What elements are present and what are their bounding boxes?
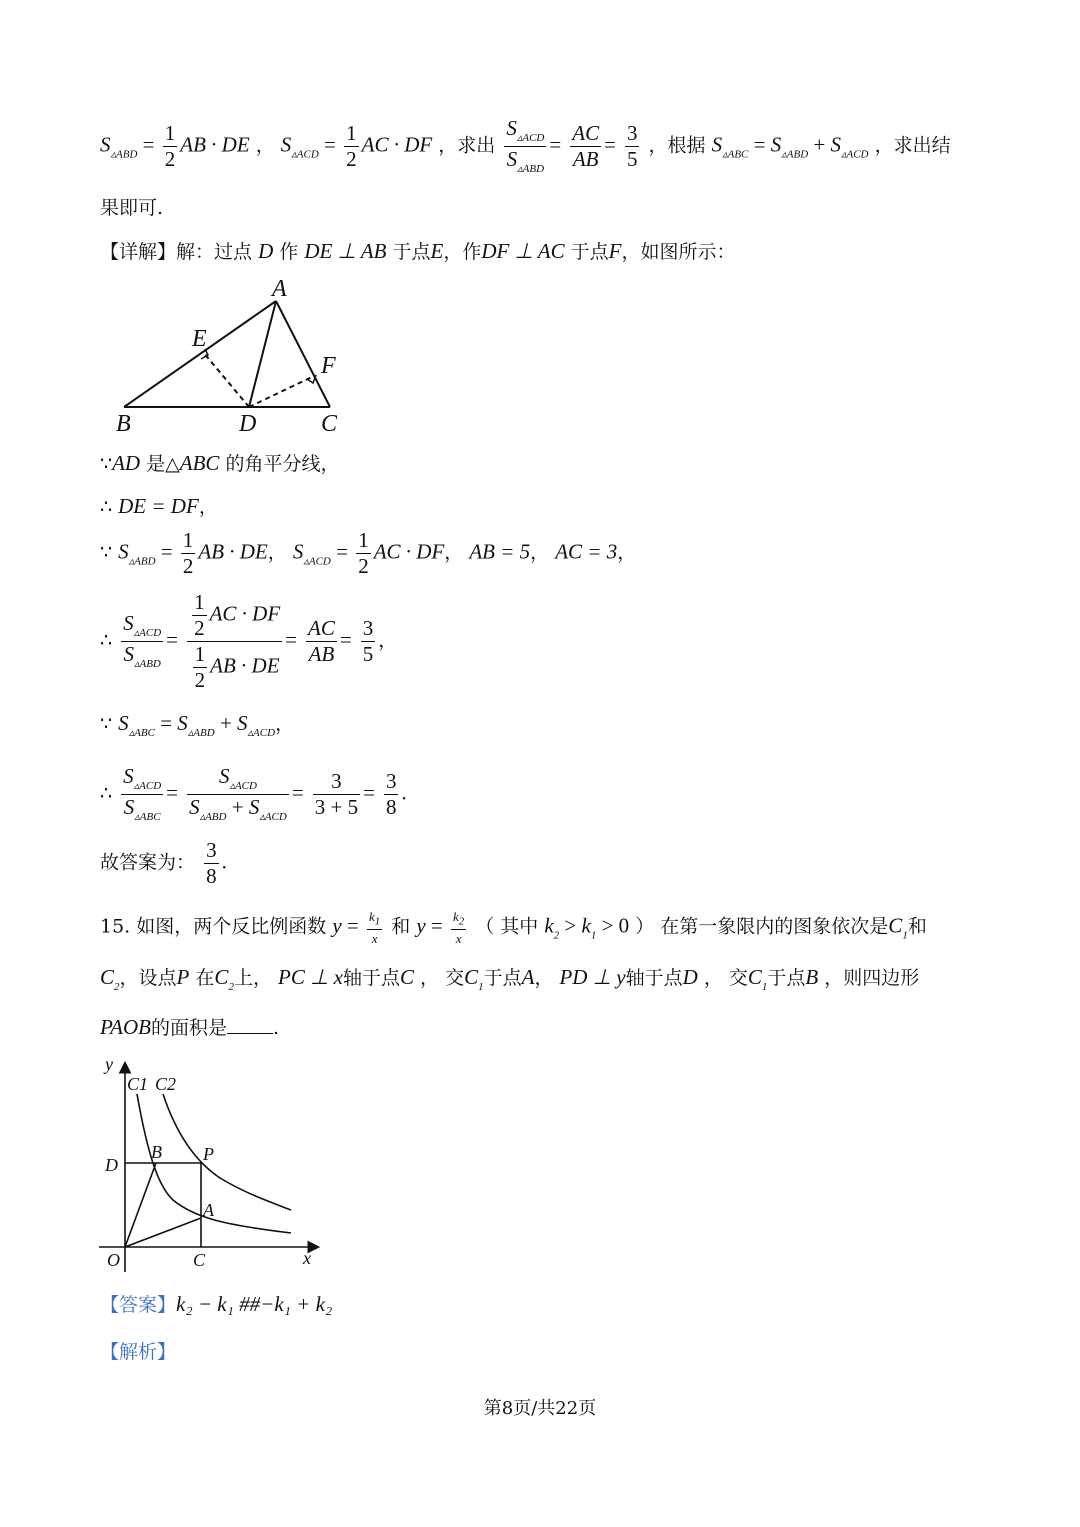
problem-15-line-1: 15. 如图，两个反比例函数 y = $\frac{k_1}{x}$ 和 y = $\frac{k_2}{x}$ （ 其中 $k_2 > k_1 > 0$ ） 在第一象限内的图象依次是$C_1$和 (100, 909, 927, 947)
step-answer: 故答案为： $\frac{3}{8}$ . (100, 838, 227, 888)
detail-heading: 【详解】解：过点 D 作 DE ⊥ AB 于点E，作DF ⊥ AC 于点F，如图所示： (100, 239, 736, 263)
label-f: F (321, 353, 336, 379)
step-5: ∵ $S_{▵ABC} = S_{▵ABD} + S_{▵ACD}$， (100, 711, 295, 739)
label-a: A (272, 276, 287, 302)
triangle-figure (110, 275, 350, 440)
label-b: B (151, 1142, 162, 1162)
label-c1: C1 (127, 1074, 149, 1094)
intro-formula-line: $S_{▵ABD}$ = $\frac{1}{2}$ AB · DE ， $S_{▵ACD}$ = $\frac{1}{2}$ AC · DF ，求出 $\frac{S_{▵ACD}}{S_{▵ABD}}$ = $\frac{AC}{AB}$ = $\frac{3}{5}$ ，根据 $S_{▵ABC} = S_{▵ABD} + S_{▵ACD}$ ，求出结 (100, 116, 951, 175)
analysis-tag: 【解析】 (100, 1341, 177, 1363)
segment-oa (125, 1218, 201, 1247)
label-x: x (303, 1248, 311, 1268)
label-b: B (116, 411, 131, 437)
label-y: y (105, 1054, 113, 1074)
label-d: D (239, 411, 257, 437)
answer-line (100, 1294, 332, 1315)
step-6: ∴ $\frac{S_{▵ACD}}{S_{▵ABC}}$ = $\frac{S_{▵ACD}}{S_{▵ABD} + S_{▵ACD}}$ = $\frac{3}{3 + 5}$ = $\frac{3}{8}$ . (100, 764, 407, 823)
problem-15-line-3: PAOB的面积是 . (100, 1015, 280, 1039)
label-c2: C2 (155, 1074, 177, 1094)
answer-value: k₂ − k₁ ##−k₁ + k₂ (176, 1292, 333, 1316)
label-c: C (193, 1250, 206, 1270)
segment-df (249, 376, 314, 407)
problem-15-line-2: $C_2$，设点P 在$C_2$上， PC ⊥ x轴于点C ， 交$C_1$于点A， PD ⊥ y轴于点D ， 交$C_1$于点B ，则四边形 (100, 965, 920, 993)
hyperbola-figure (95, 1050, 325, 1280)
step-1: ∵AD 是△ABC 的角平分线， (100, 451, 340, 475)
label-p: P (203, 1144, 214, 1164)
label-c: C (321, 411, 338, 437)
segment-ob (125, 1163, 156, 1247)
label-o: O (107, 1250, 120, 1270)
step-2: ∴ DE = DF， (100, 494, 218, 518)
segment-de (203, 352, 249, 407)
label-e: E (192, 326, 207, 352)
page-footer: 第8页/共22页 (483, 1398, 597, 1419)
label-d: D (105, 1155, 118, 1175)
step-3: ∵ $S_{▵ABD}$ = $\frac{1}{2}$ AB · DE， $S_{▵ACD}$ = $\frac{1}{2}$ AC · DF， AB = 5， AC = 3， (100, 528, 637, 578)
answer-tag: 【答案】 (100, 1294, 177, 1316)
label-a: A (203, 1200, 214, 1220)
answer-blank (227, 1033, 273, 1034)
curve-c2 (163, 1094, 291, 1210)
intro-tail: 果即可. (100, 197, 164, 219)
step-4: ∴ $\frac{S_{▵ACD}}{S_{▵ABD}}$ = $\frac{1}{2}$ AC · DF $\frac{1}{2}$ AB · DE = $\frac{AC}{AB}$ = $\frac{3}{5}$ ， (100, 590, 398, 692)
